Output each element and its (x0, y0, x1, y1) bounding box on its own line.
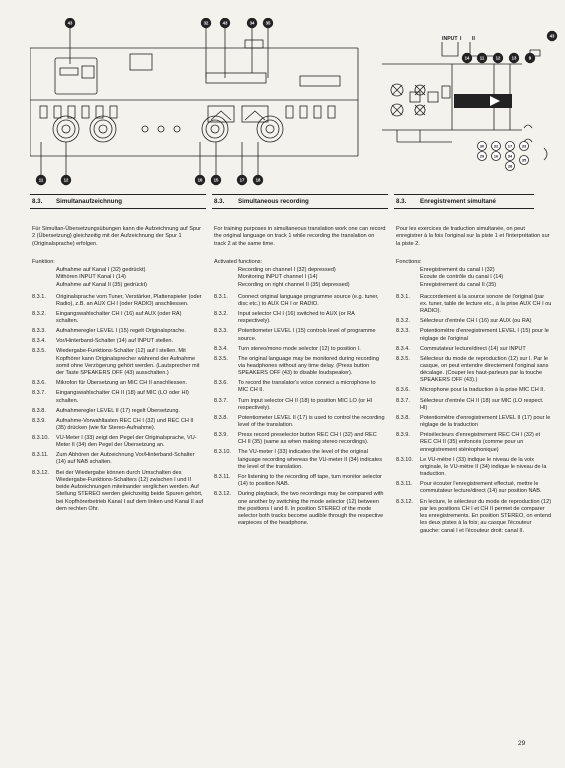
step-text: Aufnahmeregler LEVEL I (15) regelt Originalsprache. (56, 328, 186, 335)
step-text: En lecture, le sélecteur du mode de reproduction (12) par les positions CH I et CH II permet de comparer les enregistrements. En position STEREO, on entend les deux pistes à la fois; au casque l'écouteur gauche: canal I et l'écouteur droit: canal II. (420, 498, 552, 534)
rule-fr-top (394, 194, 534, 195)
callout-label: 17 (507, 143, 513, 149)
step-number: 8.3.5. (214, 355, 228, 362)
input-label: INPUT (442, 36, 458, 42)
step-number: 8.3.5. (396, 355, 410, 362)
step-number: 8.3.4. (396, 345, 410, 352)
functions-label-de: Funktion: (32, 258, 55, 265)
step-item (32, 380, 204, 387)
step-number: 8.3.3. (214, 328, 228, 335)
step-text: VU-Meter I (33) zeigt den Pegel der Originalsprache, VU-Meter II (34) den Pegel der Übersetzung an. (56, 434, 197, 449)
step-number: 8.3.1. (214, 293, 228, 300)
step-number: 8.3.11. (396, 481, 413, 488)
step-text: Eingangswahlschalter CH I (16) auf AUX (oder RA) schalten. (56, 311, 182, 325)
step-text: Potentiometer LEVEL II (17) is used to control the recording level of the translation. (238, 414, 385, 429)
callout-label: 16 (493, 153, 499, 159)
step-text: Mikrofon für Übersetzung an MIC CH II anschliessen. (56, 380, 188, 387)
step-number: 8.3.2. (214, 311, 228, 318)
column-de (32, 226, 204, 516)
functions-label-en: Activated functions: (214, 258, 263, 265)
step-number: 8.3.9. (32, 417, 46, 424)
callout-label: 15 (213, 177, 219, 183)
step-text: Pour écouter l'enregistrement effectué, mettre le commutateur lecture/direct (14) sur position NAB. (420, 481, 542, 495)
step-item (32, 390, 204, 405)
step-text: Zum Abhören der Aufzeichnung Vor/Hinterband-Schalter (14) auf NAB schalten. (56, 452, 195, 466)
step-text: Aufnahme-Vorwahltasten REC CH I (32) und REC CH II (35) drücken (wie für Stereo-Aufnahme). (56, 417, 194, 431)
step-item (396, 457, 552, 479)
step-number: 8.3.2. (396, 318, 410, 325)
tape-path-diagram (382, 30, 560, 182)
step-text: Turn input selector CH II (18) to position MIC LO (or HI respectively). (238, 397, 373, 411)
front-panel-drawing (30, 18, 360, 190)
step-item (214, 491, 386, 527)
step-item (396, 356, 552, 385)
callout-label: 18 (255, 177, 261, 183)
callout-label: 35 (265, 20, 271, 26)
step-item (396, 346, 552, 353)
step-number: 8.3.10. (32, 434, 49, 441)
callout-label: 43 (67, 20, 73, 26)
step-text: Originalsprache vom Tuner, Verstärker, Plattenspieler (oder Radio), z.B. an AUX CH I (oder RADIO) anschliessen. (56, 293, 202, 307)
step-item (214, 432, 386, 447)
functions-label-fr: Fonctions: (396, 258, 422, 265)
callout-label: 11 (479, 55, 485, 61)
heading-fr: 8.3. Enregistrement simultané (396, 198, 496, 205)
heading-en: 8.3. Simultaneous recording (214, 198, 309, 205)
column-fr (396, 226, 552, 538)
step-item (214, 415, 386, 430)
step-text: Sélecteur d'entrée CH II (18) sur MIC (LO respect. HI) (420, 397, 544, 411)
step-item (396, 387, 552, 394)
callout-label: 16 (197, 177, 203, 183)
step-text: Press record preselector button REC CH I (32) and REC CH II (35) (same as when making stereo recordings). (238, 432, 377, 446)
callout-label: 13 (511, 55, 517, 61)
rule-de-top (30, 194, 206, 195)
steps-list-de (32, 294, 204, 513)
step-text: Input selector CH I (16) switched to AUX (or RA respectively). (238, 311, 355, 325)
step-number: 8.3.1. (32, 293, 46, 300)
step-item (32, 328, 204, 335)
step-number: 8.3.10. (214, 449, 231, 456)
callout-label: 43 (549, 33, 555, 39)
intro-de: Für Simultan-Übersetzungsübungen kann die Aufzeichnung auf Spur 2 (Übersetzung) gleichzeitig mit der Aufzeichnung der Spur 1 (Originalsprache) erfolgen. (32, 226, 201, 247)
step-text: Sélecteur d'entrée CH I (16) sur AUX (ou RA) (420, 318, 532, 325)
step-text: Connect original language programme source (e.g. tuner, disc etc.) to AUX CH I or RADIO. (238, 293, 379, 307)
step-text: To record the translator's voice connect a microphone to MIC CH II. (238, 380, 376, 394)
step-item (214, 311, 386, 326)
step-item (214, 346, 386, 353)
step-number: 8.3.7. (32, 390, 46, 397)
step-number: 8.3.6. (32, 380, 46, 387)
step-number: 8.3.12. (396, 498, 413, 505)
function-item: Enregistrement du canal I (32) (420, 267, 495, 273)
step-number: 8.3.10. (396, 456, 413, 463)
step-number: 8.3.4. (214, 345, 228, 352)
step-text: Turn stereo/mono mode selector (12) to position I. (238, 345, 361, 352)
step-item (32, 418, 204, 433)
rule-en-bottom (212, 208, 388, 209)
callout-label: 12 (63, 177, 69, 183)
step-text: Vor/Hinterband-Schalter (14) auf INPUT stellen. (56, 338, 174, 345)
active-path-bar (454, 94, 512, 108)
step-text: Potentiomètre d'enregistrement LEVEL II (17) pour le réglage de la traduction (420, 414, 551, 429)
step-item (396, 318, 552, 325)
step-item (32, 348, 204, 377)
function-item: Enregistrement du canal II (35) (420, 281, 497, 288)
step-item (214, 474, 386, 489)
step-item (396, 294, 552, 316)
intro-en: For training purposes in simultaneous translation work one can record the original language on track 1 while recording the translation on track 2 at the same time. (214, 226, 386, 247)
function-item: Mithören INPUT Kanal I (14) (56, 274, 126, 281)
step-number: 8.3.7. (396, 397, 410, 404)
column-en (214, 226, 386, 530)
step-text: Wiedergabe-Funktions-Schalter (12) auf I stellen. Mit Kopfhörer kann Originalsprecher während der Aufnahme somit ohne Verzögerung gehört werden. (Lautsprecher mit der Taste SPEAKERS OFF (43) ausschalten.) (56, 348, 200, 377)
callout-label: 30 (479, 143, 485, 149)
step-item (32, 470, 204, 514)
step-item (32, 452, 204, 467)
step-text: Aufnahmeregler LEVEL II (17) regelt Übersetzung. (56, 407, 181, 414)
function-item: Ecoute de contrôle du canal I (14) (420, 274, 504, 281)
function-item: Recording on channel I (32) depressed) (238, 267, 336, 273)
step-item (214, 328, 386, 343)
step-number: 8.3.8. (32, 407, 46, 414)
callout-label: 17 (239, 177, 245, 183)
step-item (396, 398, 552, 413)
callout-label: 11 (38, 177, 44, 183)
step-number: 8.3.8. (396, 414, 410, 421)
step-item (214, 380, 386, 395)
step-item (396, 481, 552, 496)
function-item: Aufnahme auf Kanal II (35) gedrückt) (56, 281, 147, 288)
step-item (214, 294, 386, 309)
step-number: 8.3.9. (214, 432, 228, 439)
step-item (32, 294, 204, 309)
step-number: 8.3.12. (214, 491, 231, 498)
step-number: 8.3.6. (396, 387, 410, 394)
intro-fr: Pour les exercices de traduction simultanée, on peut enregistrer à la fois l'original sur la piste 1 et l'interprétation sur la piste 2. (396, 226, 550, 247)
step-number: 8.3.9. (396, 432, 410, 439)
rule-fr-bottom (394, 208, 534, 209)
svg-text:I: I (460, 36, 462, 42)
step-text: Potentiomètre d'enregistrement LEVEL I (15) pour le réglage de l'original (420, 328, 549, 342)
step-number: 8.3.4. (32, 338, 46, 345)
steps-list-fr (396, 294, 552, 535)
step-number: 8.3.6. (214, 380, 228, 387)
step-item (214, 449, 386, 471)
step-text: Microphone pour la traduction à la prise MIC CH II. (420, 387, 545, 394)
step-text: Potentiometer LEVEL I (15) controls level of programme source. (238, 328, 376, 342)
step-item (32, 338, 204, 345)
callout-label: 33 (521, 143, 527, 149)
rule-en-top (212, 194, 388, 195)
functions-list-de (32, 267, 204, 294)
step-text: During playback, the two recordings may be compared with one another by switching the mode selector (12) between the positions I and II. In position STEREO of the mode selector both tracks become audible through the respective earpieces of the headphone. (238, 491, 384, 527)
step-text: Raccordement à la source sonore de l'original (par ex. tuner, table de lecture etc., à la prise AUX CH I ou RADIO). (420, 293, 552, 315)
step-number: 8.3.1. (396, 293, 410, 300)
step-text: For listening to the recording off tape, turn monitor selector (14) to position NAB. (238, 473, 382, 488)
steps-list-en (214, 294, 386, 528)
function-item: Aufnahme auf Kanal I (32) gedrückt) (56, 267, 146, 273)
step-item (32, 311, 204, 326)
step-item (214, 398, 386, 413)
step-number: 8.3.8. (214, 414, 228, 421)
callout-label: 32 (493, 143, 499, 149)
step-number: 8.3.11. (214, 473, 231, 480)
step-item (396, 499, 552, 535)
step-text: The original language may be monitored during recording via headphones without any time delay. (Press button SPEAKERS OFF (43) to disable loudspeaker). (238, 355, 379, 377)
step-number: 8.3.7. (214, 397, 228, 404)
step-item (396, 415, 552, 430)
step-number: 8.3.5. (32, 348, 46, 355)
step-item (214, 356, 386, 378)
callout-label: 34 (249, 20, 255, 26)
step-number: 8.3.3. (396, 328, 410, 335)
step-item (32, 408, 204, 415)
step-item (32, 435, 204, 450)
functions-list-fr (396, 267, 552, 294)
callout-label: 34 (507, 153, 513, 159)
step-text: The VU-meter I (33) indicates the level of the original language recording whereas the VU-meter II (34) indicates the level of the translation. (238, 449, 382, 470)
svg-text:II: II (472, 36, 475, 42)
callout-label: 12 (495, 55, 501, 61)
step-text: Bei der Wiedergabe können durch Umschalten des Wiedergabe-Funktions-Schalters (12) zwischen I und II beide Aufzeichnungen miteinander verglichen werden. Auf Stellung STEREO werden gleichzeitig beide Spuren gehört, bei Kopfhörerbetrieb Kanal I auf dem linken und Kanal II auf dem rechten Ohr. (56, 469, 204, 512)
step-text: Commutateur lecture/direct (14) sur INPUT (420, 345, 526, 352)
step-number: 8.3.2. (32, 311, 46, 318)
step-number: 8.3.12. (32, 469, 49, 476)
callout-label: 28 (507, 163, 513, 169)
function-item: Monitoring INPUT channel I (14) (238, 274, 318, 281)
step-number: 8.3.11. (32, 452, 49, 459)
rule-de-bottom (30, 208, 206, 209)
callout-label: 43 (222, 20, 228, 26)
step-item (396, 328, 552, 343)
callout-label: 9 (528, 55, 532, 61)
step-number: 8.3.3. (32, 328, 46, 335)
step-text: Présélecteurs d'enregistrement REC CH I (32) et REC CH II (35) enfoncés (comme pour un enregistrement stéréophonique) (420, 432, 541, 453)
callout-label: 14 (464, 55, 470, 61)
heading-de: 8.3. Simultanaufzeichnung (32, 198, 123, 205)
functions-list-en (214, 267, 386, 294)
step-text: Le VU-mètre I (33) indique le niveau de la voix originale, le VU-mètre II (34) indique le niveau de la traduction. (420, 456, 547, 478)
step-text: Sélecteur du mode de reproduction (12) sur I. Par le casque, on peut entendre directement l'original sans décalage. (Couper les haut-parleurs par la touche SPEAKERS OFF (43).) (420, 355, 549, 384)
step-text: Eingangswahlschalter CH II (18) auf MIC (LO oder HI) schalten. (56, 390, 189, 404)
page-number: 29 (518, 740, 526, 747)
function-item: Recording on right channel II (35) depressed) (238, 281, 350, 288)
callout-label: 29 (479, 153, 485, 159)
callout-label: 35 (521, 157, 527, 163)
callout-label: 32 (203, 20, 209, 26)
step-item (396, 432, 552, 454)
